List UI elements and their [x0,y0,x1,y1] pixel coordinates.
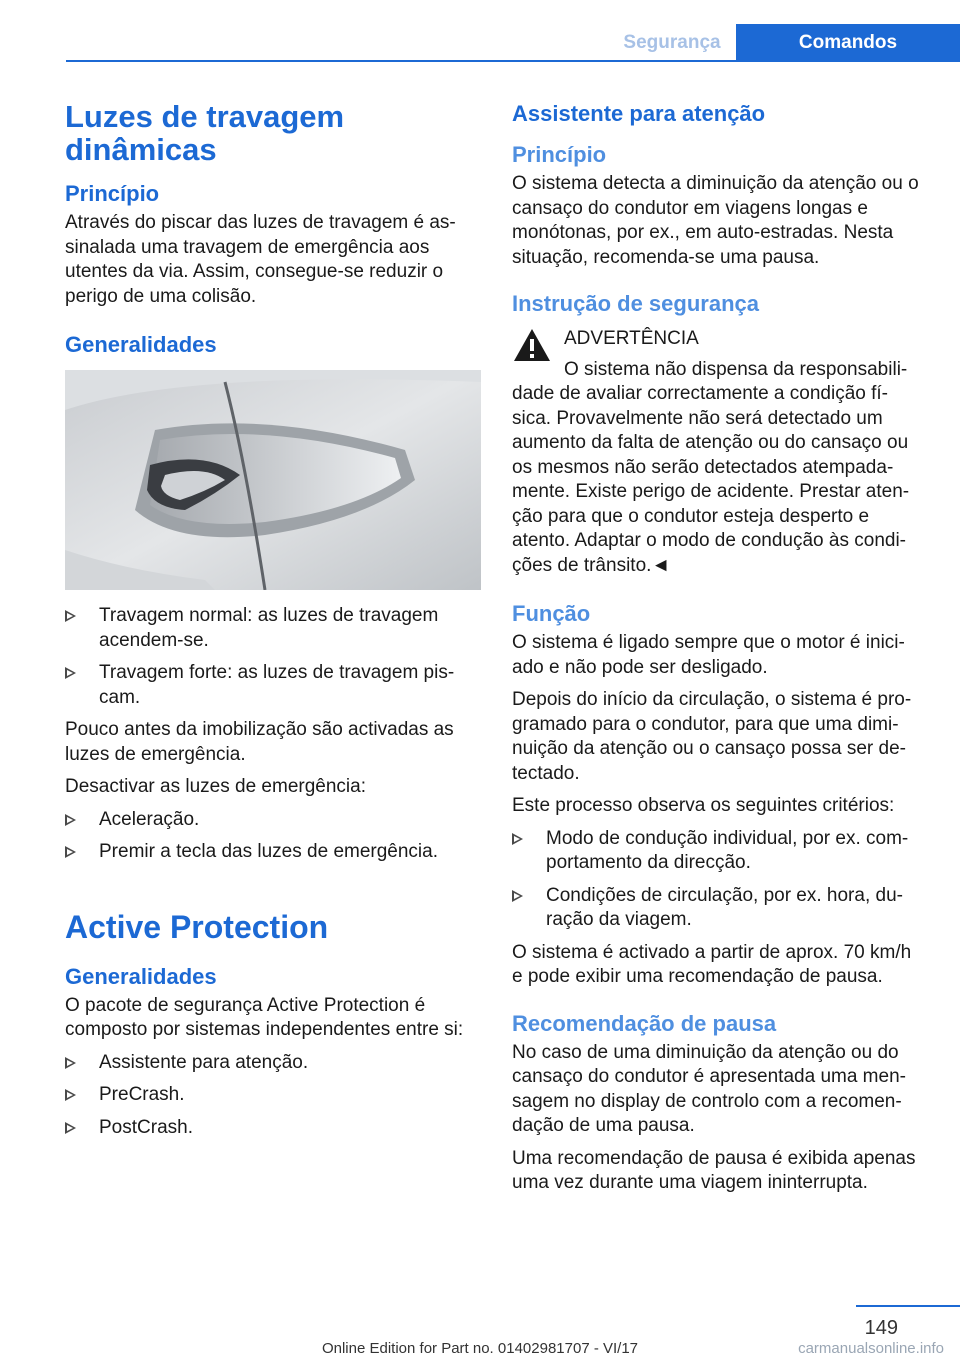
list-item: Premir a tecla das luzes de emergência. [65,840,481,865]
footer-edition: Online Edition for Part no. 01402981707 - VI/17 [321,1340,639,1357]
criteria-list [512,827,926,933]
heading-generalidades: Generalidades [65,332,217,357]
heading-principio-right: Princípio [512,142,607,167]
deactivate-text: Desactivar as luzes de emergência: [65,776,366,797]
triangle-bullet-icon [512,833,523,845]
funcao-text-1: O sistema é ligado sempre que o motor é inici-ado e não pode ser desligado. [512,632,905,678]
triangle-bullet-icon [65,1057,76,1069]
left-column [65,100,481,1148]
funcao-text-3: Este processo observa os seguintes critérios: [512,795,895,816]
funcao-text-4: O sistema é activado a partir de aprox. 70 km/h e pode exibir uma recomendação de pausa. [512,941,912,987]
warning-block [512,327,926,578]
right-column [512,100,926,1204]
triangle-bullet-icon [65,814,76,826]
triangle-bullet-icon [65,610,76,622]
section-title-active-protection: Active Protection [65,908,329,945]
list-item: PostCrash. [65,1116,481,1141]
list-item: Aceleração. [65,808,481,833]
warning-title: ADVERTÊNCIA [564,328,699,349]
emergency-lights-text: Pouco antes da imobilização são activadas as luzes de emergência. [65,719,454,765]
list-item: PreCrash. [65,1083,481,1108]
heading-principio: Princípio [65,181,160,206]
list-item: Travagem normal: as luzes de travagem acendem-se. [65,604,481,653]
section-title-attention-assistant: Assistente para atenção [512,101,766,126]
pausa-text-1: No caso de uma diminuição da atenção ou do cansaço do condutor é apresentada uma men-sagem no display de controlo com a recomen-dação de uma pausa. [512,1041,906,1136]
triangle-bullet-icon [65,1122,76,1134]
triangle-bullet-icon [512,890,523,902]
warning-text: O sistema não dispensa da responsabili-dade de avaliar correctamente a condição fí-sica. Provavelmente não será detectado um aumento da falta de atenção ou do cansaço ou os mesmos não serão detectados atempada-mente. Existe perigo de acidente. Prestar aten-ção para que o condutor esteja desperto e atento. Adaptar o modo de condução às condi-ções de trânsito.◄ [512,358,910,576]
section-title-brake-lights: Luzes de travagem dinâmicas [65,99,345,167]
triangle-bullet-icon [65,846,76,858]
right-principio-text: O sistema detecta a diminuição da atenção ou o cansaço do condutor em viagens longas e monótonas, por ex., em auto-estradas. Nesta situação, recomenda-se uma pausa. [512,173,919,268]
list-item: Travagem forte: as luzes de travagem pis-cam. [65,661,481,710]
warning-triangle-icon [512,327,552,363]
list-item: Condições de circulação, por ex. hora, du-ração da viagem. [512,884,926,933]
tab-comandos[interactable]: Comandos [736,24,960,62]
heading-safety: Instrução de segurança [512,291,759,316]
footer-watermark: carmanualsonline.info [798,1340,944,1357]
list-item: Assistente para atenção. [65,1051,481,1076]
heading-ap-generalidades: Generalidades [65,963,217,989]
heading-pausa: Recomendação de pausa [512,1010,777,1036]
page-number: 149 [864,1317,898,1339]
triangle-bullet-icon [65,667,76,679]
heading-funcao: Função [512,601,591,626]
principio-text: Através do piscar das luzes de travagem é as-sinalada uma travagem de emergência aos utentes da via. Assim, consegue-se reduzir o perigo de uma colisão. [65,212,456,307]
ap-list [65,1051,481,1141]
footer-rule [856,1305,960,1307]
header-rule [66,60,960,62]
pausa-text-2: Uma recomendação de pausa é exibida apenas uma vez durante uma viagem ininterrupta. [512,1147,916,1193]
ap-text: O pacote de segurança Active Protection é composto por sistemas independentes entre si: [65,994,464,1040]
list-item: Modo de condução individual, por ex. com-portamento da direcção. [512,827,926,876]
tab-seguranca[interactable]: Segurança [623,32,721,53]
deactivate-list [65,808,481,865]
brake-behaviour-list [65,604,481,710]
triangle-bullet-icon [65,1089,76,1101]
tail-light-photo [65,370,481,590]
funcao-text-2: Depois do início da circulação, o sistema é pro-gramado para o condutor, para que uma dimi-nuição da atenção ou o cansaço possa ser de-tectado. [512,689,912,784]
